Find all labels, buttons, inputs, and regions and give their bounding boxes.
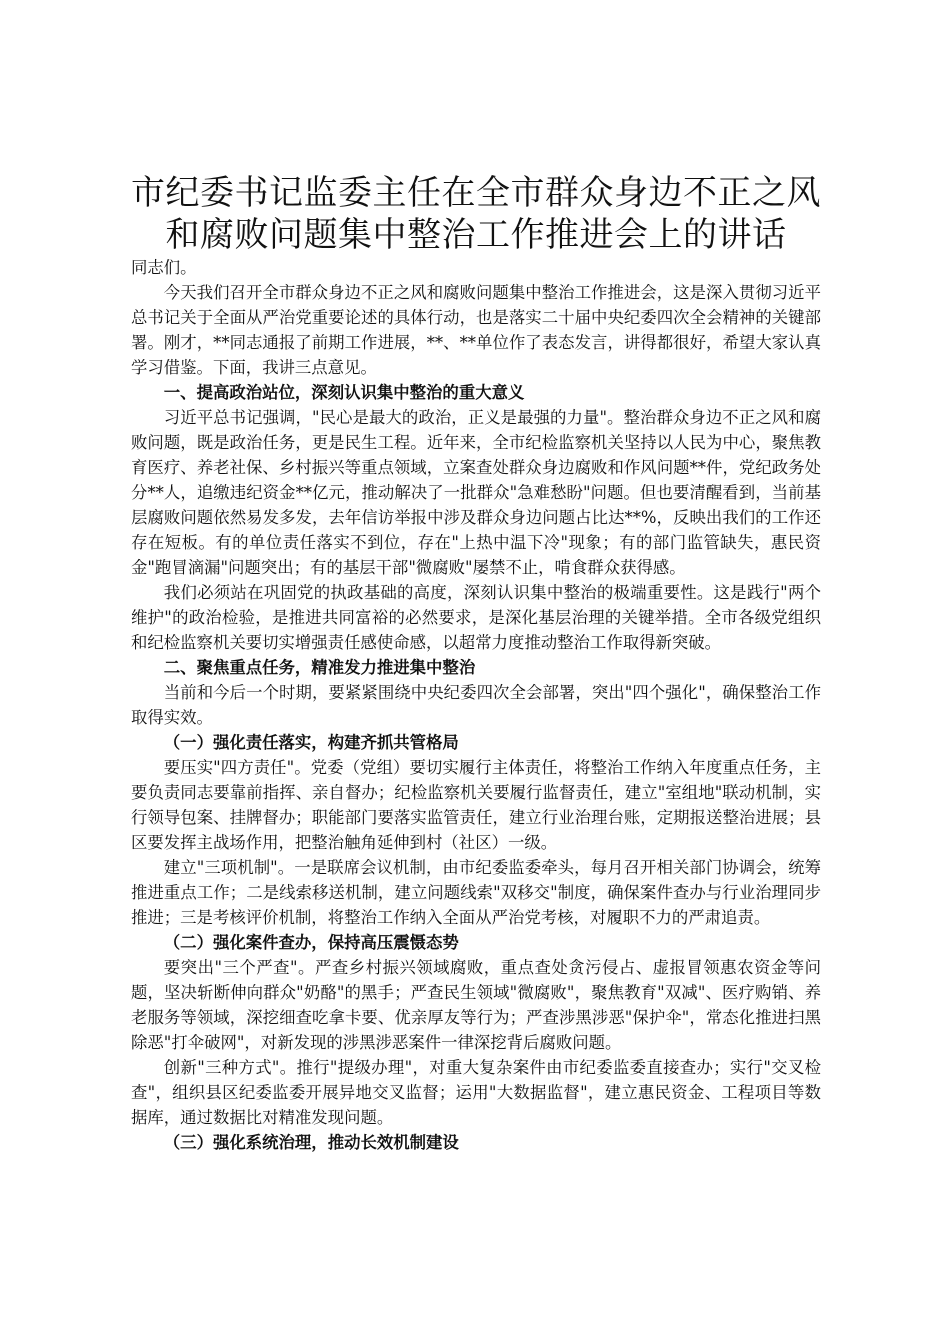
section-2-heading: 二、聚焦重点任务，精准发力推进集中整治: [163, 658, 476, 677]
subsection-2-paragraph-2: 创新"三种方式"。推行"提级办理"，对重大复杂案件由市纪委监委直接查办；实行"交叉检查"，组织县区纪委监委开展异地交叉监督；运用"大数据监督"，建立惠民资金、工程项目等数据库，通过数据比对精准发现问题。: [131, 1058, 821, 1127]
salutation: 同志们。: [131, 258, 197, 277]
document-title: [131, 172, 821, 256]
section-2-intro: 当前和今后一个时期，要紧紧围绕中央纪委四次全会部署，突出"四个强化"，确保整治工作取得实效。: [131, 683, 821, 727]
subsection-2-paragraph-1: 要突出"三个严查"。严查乡村振兴领域腐败，重点查处贪污侵占、虚报冒领惠农资金等问题，坚决斩断伸向群众"奶酪"的黑手；严查民生领域"微腐败"，聚焦教育"双减"、医疗购销、养老服务等领域，深挖细查吃拿卡要、优亲厚友等行为；严查涉黑涉恶"保护伞"，常态化推进扫黑除恶"打伞破网"，对新发现的涉黑涉恶案件一律深挖背后腐败问题。: [131, 958, 821, 1052]
document-page: [131, 172, 821, 1155]
section-1-paragraph-2: 我们必须站在巩固党的执政基础的高度，深刻认识集中整治的极端重要性。这是践行"两个维护"的政治检验，是推进共同富裕的必然要求，是深化基层治理的关键举措。全市各级党组织和纪检监察机关要切实增强责任感使命感，以超常力度推动整治工作取得新突破。: [131, 583, 821, 652]
section-1-paragraph-1: 习近平总书记强调，"民心是最大的政治，正义是最强的力量"。整治群众身边不正之风和腐败问题，既是政治任务，更是民生工程。近年来，全市纪检监察机关坚持以人民为中心，聚焦教育医疗、养老社保、乡村振兴等重点领域，立案查处群众身边腐败和作风问题**件，党纪政务处分**人，追缴违纪资金**亿元，推动解决了一批群众"急难愁盼"问题。但也要清醒看到，当前基层腐败问题依然易发多发，去年信访举报中涉及群众身边问题占比达**%，反映出我们的工作还存在短板。有的单位责任落实不到位，存在"上热中温下冷"现象；有的部门监管缺失，惠民资金"跑冒滴漏"问题突出；有的基层干部"微腐败"屡禁不止，啃食群众获得感。: [131, 408, 821, 577]
title-line-2: 和腐败问题集中整治工作推进会上的讲话: [165, 215, 787, 255]
title-line-1: 市纪委书记监委主任在全市群众身边不正之风: [131, 173, 821, 213]
subsection-1-paragraph-2: 建立"三项机制"。一是联席会议机制，由市纪委监委牵头，每月召开相关部门协调会，统筹推进重点工作；二是线索移送机制，建立问题线索"双移交"制度，确保案件查办与行业治理同步推进；三是考核评价机制，将整治工作纳入全面从严治党考核，对履职不力的严肃追责。: [131, 858, 821, 927]
section-1-heading: 一、提高政治站位，深刻认识集中整治的重大意义: [163, 383, 525, 402]
subsection-1-heading: （一）强化责任落实，构建齐抓共管格局: [163, 733, 459, 752]
subsection-1-paragraph-1: 要压实"四方责任"。党委（党组）要切实履行主体责任，将整治工作纳入年度重点任务，主要负责同志要靠前指挥、亲自督办；纪检监察机关要履行监督责任，建立"室组地"联动机制，实行领导包案、挂牌督办；职能部门要落实监管责任，建立行业治理台账，定期报送整治进展；县区要发挥主战场作用，把整治触角延伸到村（社区）一级。: [131, 758, 821, 852]
subsection-3-heading: （三）强化系统治理，推动长效机制建设: [163, 1133, 459, 1152]
intro-paragraph: 今天我们召开全市群众身边不正之风和腐败问题集中整治工作推进会，这是深入贯彻习近平总书记关于全面从严治党重要论述的具体行动，也是落实二十届中央纪委四次全会精神的关键部署。刚才，**同志通报了前期工作进展，**、**单位作了表态发言，讲得都很好，希望大家认真学习借鉴。下面，我讲三点意见。: [131, 283, 821, 377]
subsection-2-heading: （二）强化案件查办，保持高压震慑态势: [163, 933, 459, 952]
